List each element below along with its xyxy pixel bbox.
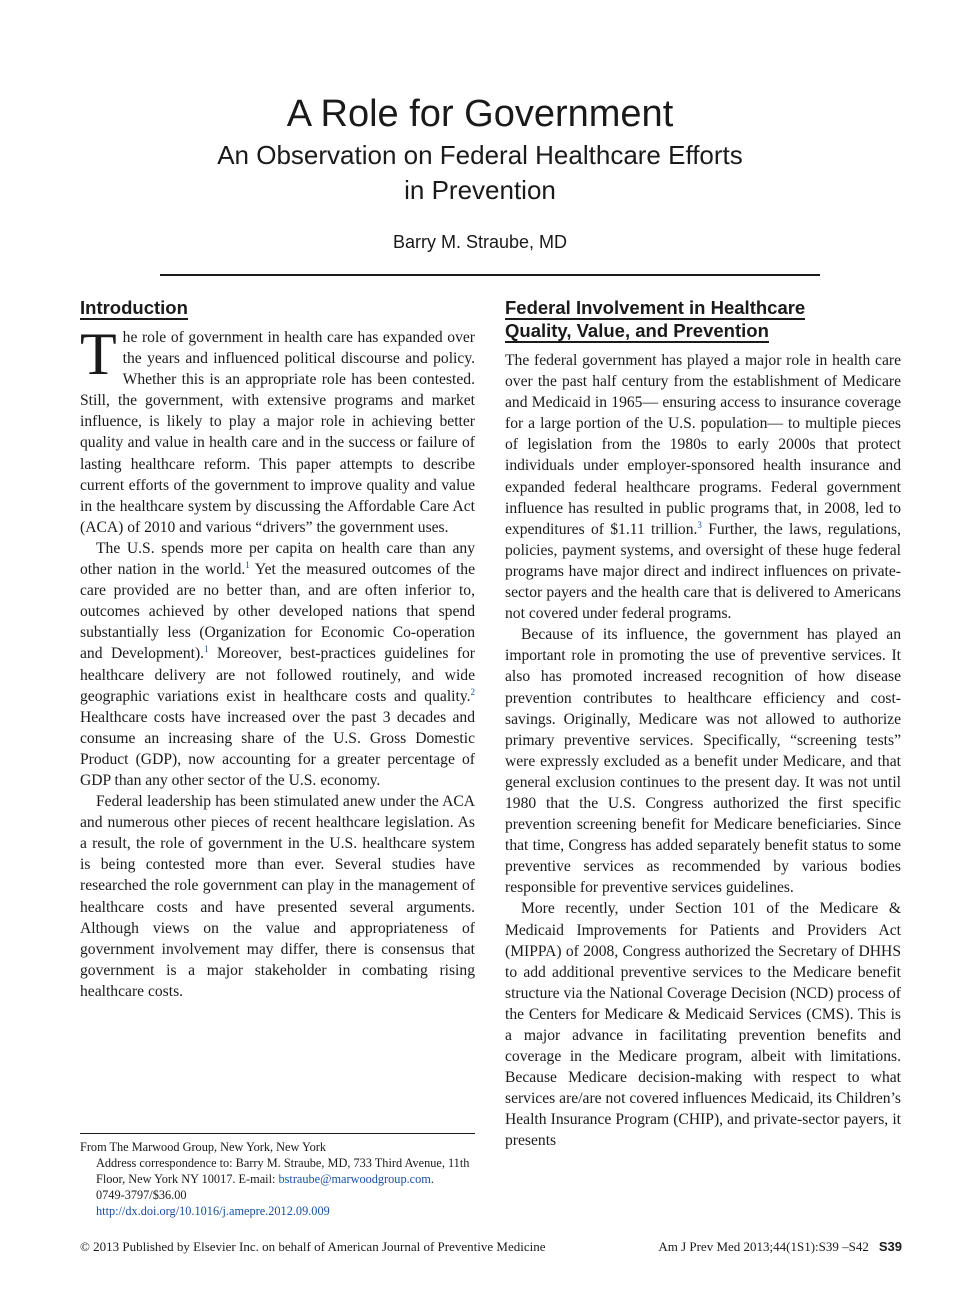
affiliation: From The Marwood Group, New York, New York xyxy=(80,1140,327,1154)
paragraph: The U.S. spends more per capita on health care than any other nation in the world.$^1$ Yet the measured outcomes of the care provided are no better than, and are often inferior to, outcomes achieved by other developed nations that spend substantially less (Organization for Economic Co-operation and Development).$^1$ Moreover, best-practices guidelines for healthcare delivery are not followed routinely, and wide geographic variations exist in healthcare costs and quality.$^2$ Healthcare costs have increased over the past 3 decades and consume an increasing share of the U.S. Gross Domestic Product (GDP), now accounting for a greater percentage of GDP than any other sector of the U.S. economy. xyxy=(80,539,475,789)
paragraph: Federal leadership has been stimulated anew under the ACA and numerous other pieces of recent healthcare legislation. As a result, the role of government in the U.S. healthcare system is being contested more than ever. Several studies have researched the role government can play in the management of healthcare costs and have presented several arguments. Although views on the value and appropriateness of government involvement may differ, there is consensus that government is a major stakeholder in combating rising healthcare costs. xyxy=(80,793,475,1000)
paragraph: More recently, under Section 101 of the Medicare & Medicaid Improvements for Patients and Providers Act (MIPPA) of 2008, Congress authorized the Secretary of DHHS to add additional preventive services to the Medicare benefit structure via the National Coverage Decision (NCD) process of the Centers for Medicare & Medicaid Services (CMS). This is a major advance in facilitating prevention benefits and coverage in the Medicare program, albeit with limitations. Because Medicare decision-making with respect to what services are/are not covered influences Medicaid, its Children’s Health Insurance Program (CHIP), and private-sector payers, it presents xyxy=(505,900,901,1150)
title-divider xyxy=(160,274,820,276)
left-column xyxy=(80,296,475,1002)
issn: 0749-3797/$36.00 xyxy=(96,1188,187,1202)
reference-link[interactable]: 2 xyxy=(470,686,475,697)
correspondence-address: Address correspondence to: Barry M. Straube, MD, 733 Third Avenue, 11th Floor, New York NY 10017. E-mail: bstraube@marwoodgroup.com. xyxy=(96,1156,470,1186)
right-column xyxy=(505,296,901,1152)
paragraph: Because of its influence, the government has played an important role in promoting the use of preventive services. It also has promoted increased recognition of how disease prevention contributes to healthcare efficiency and cost-savings. Originally, Medicare was not allowed to authorize primary preventive services. Specifically, “screening tests” were expressly excluded as a benefit under Medicare, and that general exclusion continues to the present day. It was not until 1980 that the U.S. Congress authorized the first specific prevention screening benefit for Medicare beneficiaries. Since that time, Congress has added separately benefit status to some preventive services as recommended by various bodies responsible for preventive services guidelines. xyxy=(505,626,901,897)
doi-link[interactable]: http://dx.doi.org/10.1016/j.amepre.2012.09.009 xyxy=(96,1204,330,1218)
reference-link[interactable]: 1 xyxy=(245,559,250,570)
paragraph: The role of government in health care has expanded over the years and influenced political discourse and policy. Whether this is an appropriate role has been contested. Still, the government, with extensive programs and market influence, is likely to play a major role in achieving better quality and value in health care and in the success or failure of lasting healthcare reform. This paper attempts to describe current efforts of the government to improve quality and value in the healthcare system by discussing the Affordable Care Act (ACA) of 2010 and various “drivers” the government uses. xyxy=(80,321,475,536)
reference-link[interactable]: 3 xyxy=(697,519,702,530)
section-heading-federal-involvement: Federal Involvement in Healthcare Quality, Value, and Prevention xyxy=(505,297,806,341)
subtitle-line-1: An Observation on Federal Healthcare Efforts xyxy=(217,140,743,170)
email-link[interactable]: bstraube@marwoodgroup.com xyxy=(278,1172,431,1186)
footnote xyxy=(80,1139,475,1219)
citation: Am J Prev Med 2013;44(1S1):S39 –S42 S39 xyxy=(658,1239,902,1254)
footnote-divider xyxy=(80,1133,475,1134)
copyright: © 2013 Published by Elsevier Inc. on behalf of American Journal of Preventive Medicine xyxy=(80,1239,546,1254)
article-title: A Role for Government xyxy=(286,93,674,135)
reference-link[interactable]: 1 xyxy=(204,644,209,655)
author-name: Barry M. Straube, MD xyxy=(392,232,568,252)
drop-cap: T xyxy=(80,321,117,387)
subtitle-line-2: in Prevention xyxy=(404,175,556,205)
article-subtitle xyxy=(0,138,960,208)
title-block xyxy=(0,92,960,253)
paragraph: The federal government has played a major role in health care over the past half century from the establishment of Medicare and Medicaid in 1965— ensuring access to insurance coverage for a large portion of the U.S. population— to multiple pieces of legislation from the 1980s to early 2000s that protect individuals under employer-sponsored health insurance and expanded federal healthcare programs. Federal government influence has resulted in public programs that, in 2008, led to expenditures of $1.11 trillion.$^3$ Further, the laws, regulations, policies, payment systems, and oversight of these huge federal programs have major direct and indirect influences on private-sector payers and the health care that is delivered to Americans not covered under federal programs. xyxy=(505,352,901,623)
page-number: S39 xyxy=(878,1239,902,1254)
section-heading-introduction: Introduction xyxy=(80,297,188,318)
